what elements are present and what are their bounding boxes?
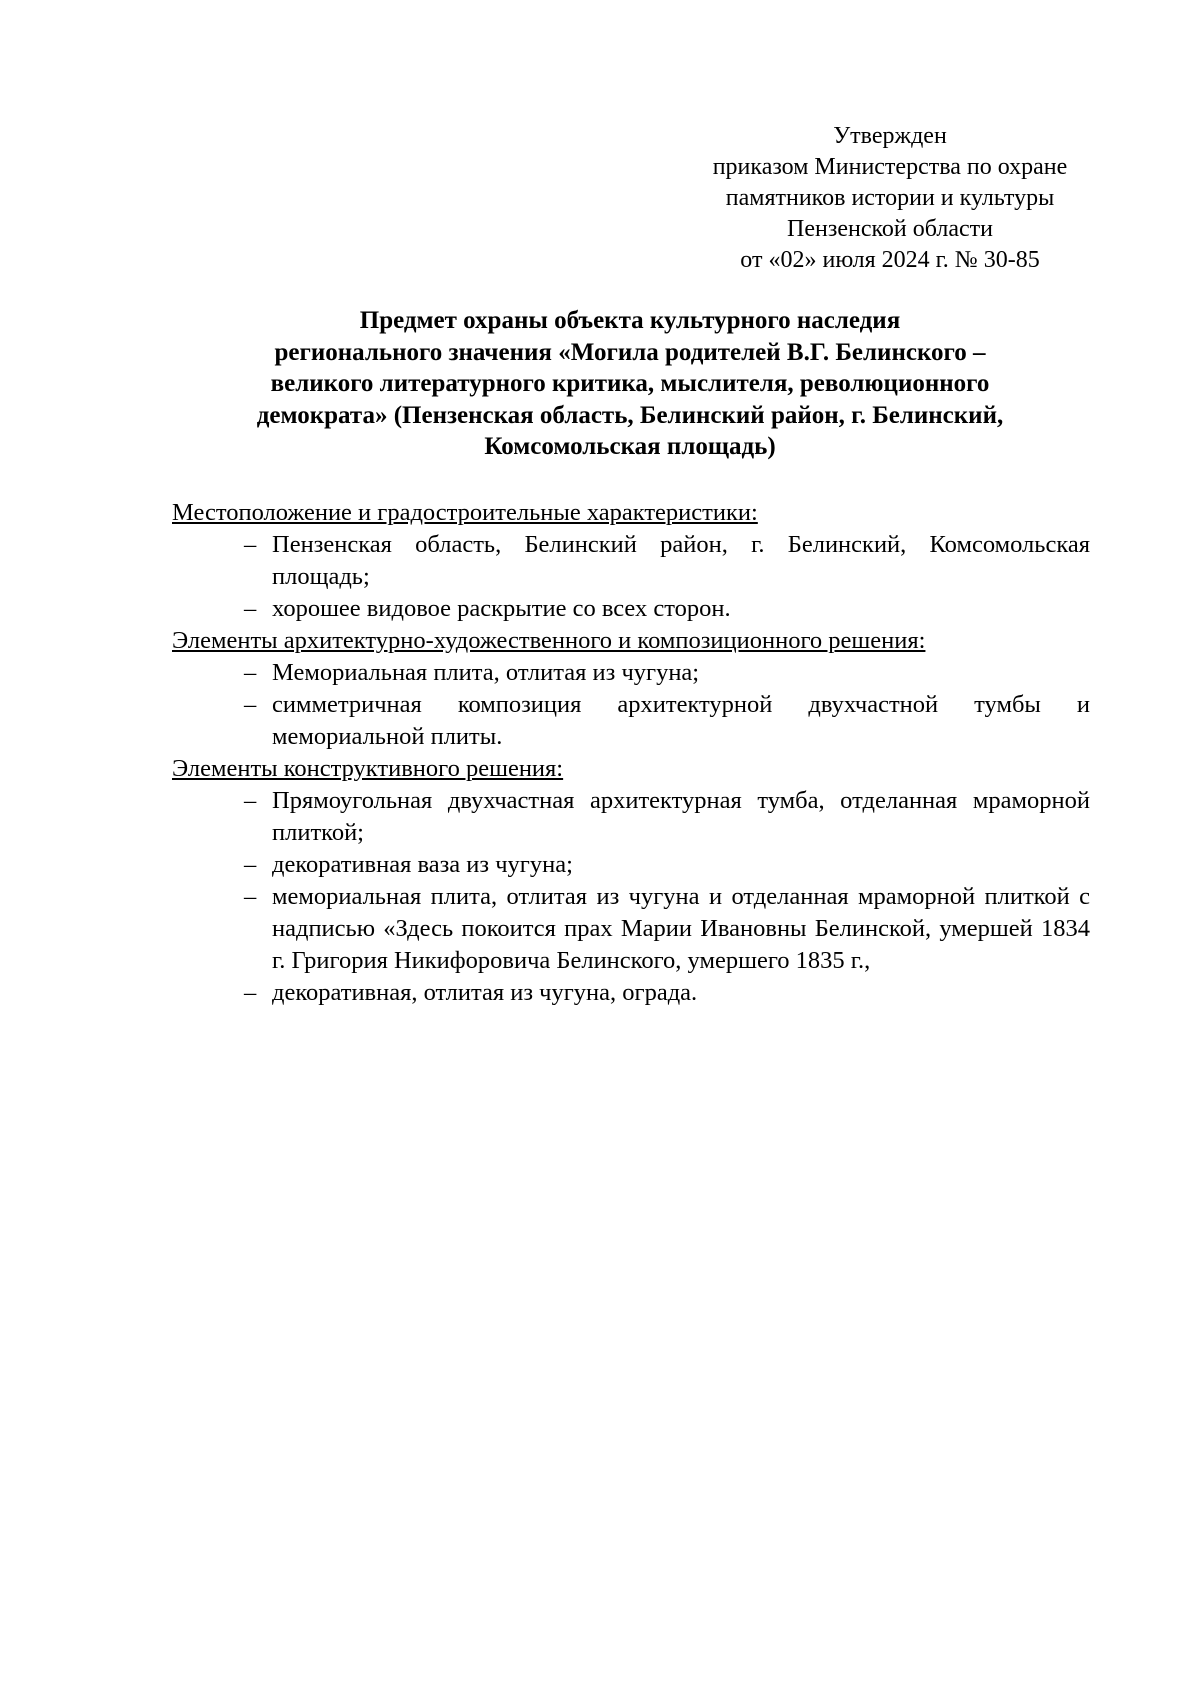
dash-bullet: – bbox=[244, 851, 257, 878]
approval-block bbox=[690, 121, 1090, 276]
title-line: регионального значения «Могила родителей В.Г. Белинского – bbox=[274, 338, 986, 366]
dash-bullet: – bbox=[244, 787, 257, 814]
section-heading: Местоположение и градостроительные характеристики: bbox=[172, 499, 758, 526]
list-item-text: Прямоугольная двухчастная архитектурная тумба, отделанная мраморной плиткой; bbox=[272, 787, 1090, 846]
approval-line: Пензенской области bbox=[787, 216, 993, 242]
section-construction bbox=[172, 753, 1090, 1009]
list-item bbox=[172, 881, 1090, 977]
title-line: Предмет охраны объекта культурного наследия bbox=[359, 307, 901, 334]
title-line: великого литературного критика, мыслителя, революционного bbox=[270, 370, 990, 397]
list-item-text: хорошее видовое раскрытие со всех сторон. bbox=[272, 595, 731, 622]
list-item-text: Пензенская область, Белинский район, г. Белинский, Комсомольская площадь; bbox=[272, 531, 1090, 590]
section-heading: Элементы конструктивного решения: bbox=[172, 755, 564, 782]
document-title bbox=[170, 305, 1090, 463]
list-item bbox=[172, 689, 1090, 753]
dash-bullet: – bbox=[244, 595, 257, 622]
list-item-text: мемориальная плита, отлитая из чугуна и отделанная мраморной плиткой с надписью «Здесь покоится прах Марии Ивановны Белинской, умершей 1834 г. Григория Никифоровича Белинского, умершего 1835 г., bbox=[272, 883, 1090, 974]
bullet-list bbox=[172, 529, 1090, 625]
dash-bullet: – bbox=[244, 691, 257, 718]
section-architecture bbox=[172, 625, 1090, 753]
list-item bbox=[172, 593, 1090, 625]
section-location bbox=[172, 497, 1090, 625]
list-item bbox=[172, 785, 1090, 849]
approval-line: приказом Министерства по охране bbox=[712, 154, 1068, 180]
list-item-text: симметричная композиция архитектурной двухчастной тумбы и мемориальной плиты. bbox=[272, 691, 1090, 750]
list-item bbox=[172, 849, 1090, 881]
document-body bbox=[172, 497, 1090, 1009]
dash-bullet: – bbox=[244, 883, 257, 910]
dash-bullet: – bbox=[244, 659, 257, 686]
bullet-list bbox=[172, 657, 1090, 753]
approval-line: от «02» июля 2024 г. № 30-85 bbox=[740, 247, 1040, 273]
dash-bullet: – bbox=[244, 979, 257, 1006]
list-item-text: декоративная ваза из чугуна; bbox=[272, 851, 573, 878]
section-heading: Элементы архитектурно-художественного и композиционного решения: bbox=[172, 627, 926, 654]
dash-bullet: – bbox=[244, 531, 257, 558]
list-item bbox=[172, 977, 1090, 1009]
list-item-text: Мемориальная плита, отлитая из чугуна; bbox=[272, 659, 700, 686]
title-line: Комсомольская площадь) bbox=[484, 433, 776, 460]
list-item bbox=[172, 657, 1090, 689]
approval-line: Утвержден bbox=[833, 123, 947, 149]
list-item-text: декоративная, отлитая из чугуна, ограда. bbox=[272, 979, 698, 1006]
approval-line: памятников истории и культуры bbox=[725, 185, 1055, 211]
title-line: демократа» (Пензенская область, Белинский район, г. Белинский, bbox=[256, 401, 1004, 429]
list-item bbox=[172, 529, 1090, 593]
bullet-list bbox=[172, 785, 1090, 1009]
